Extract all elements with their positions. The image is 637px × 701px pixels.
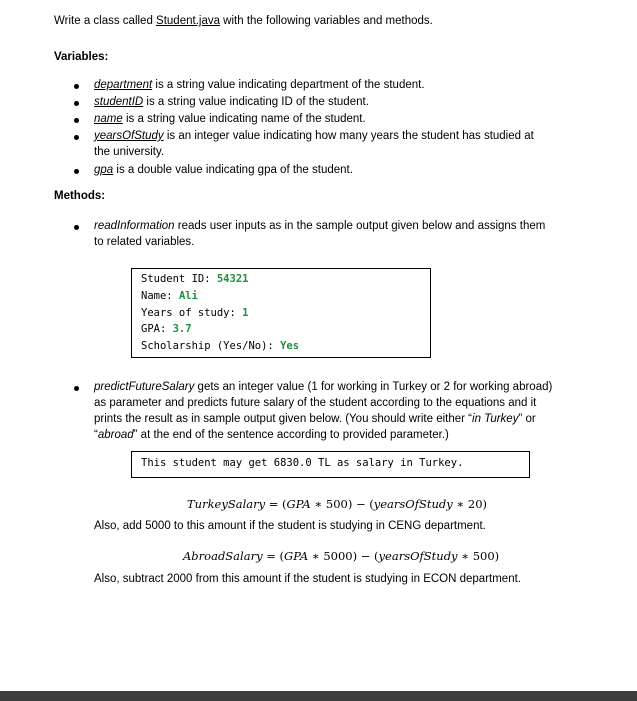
- sample-value: 3.7: [172, 323, 192, 335]
- methods-heading: Methods:: [54, 190, 106, 202]
- variables-heading: Variables:: [54, 51, 109, 63]
- ceng-note: Also, add 5000 to this amount if the student is studying in CENG department.: [94, 520, 486, 532]
- eq-op: ): [494, 549, 500, 563]
- sample-line: [141, 323, 192, 335]
- method-text: reads user inputs as in the sample output given below and assigns them: [174, 220, 546, 232]
- sample-output-box: [131, 451, 530, 478]
- eq-op: = (: [265, 497, 287, 511]
- abroad-salary-equation: [183, 549, 499, 563]
- bullet-icon: [74, 101, 79, 106]
- bullet-icon: [74, 135, 79, 140]
- eq-term: AbroadSalary: [183, 549, 263, 563]
- variable-term: department: [94, 79, 153, 91]
- method-text: ” or: [518, 413, 536, 425]
- intro-text-end: with the following variables and methods.: [219, 15, 433, 27]
- variable-desc: is a string value indicating name of the student.: [122, 113, 366, 125]
- sample-value: 1: [242, 307, 249, 319]
- eq-term: TurkeySalary: [187, 497, 266, 511]
- eq-term: yearsOfStudy: [373, 497, 453, 511]
- method-description-continued: as parameter and predicts future salary of the student according to the equations and it: [94, 397, 537, 409]
- eq-number: 500: [472, 549, 495, 563]
- sample-label: Name:: [141, 290, 179, 302]
- variable-item: [94, 78, 425, 93]
- method-keyword: in Turkey: [472, 413, 519, 425]
- sample-line: [141, 307, 248, 319]
- eq-op: ∗: [452, 497, 468, 511]
- method-text: gets an integer value (1 for working in Turkey or 2 for working abroad): [194, 381, 553, 393]
- variable-term: gpa: [94, 164, 114, 176]
- sample-input-box: [131, 268, 431, 358]
- method-text: prints the result as in sample output given below. (You should write either “: [94, 413, 473, 425]
- method-keyword: abroad: [97, 429, 134, 441]
- sample-line: [141, 273, 248, 285]
- method-term: predictFutureSalary: [94, 381, 195, 393]
- eq-op: ): [482, 497, 488, 511]
- bullet-icon: [74, 118, 79, 123]
- method-description-continued: [94, 428, 449, 443]
- eq-term: GPA: [286, 497, 311, 511]
- method-description: [94, 219, 545, 234]
- eq-op: ∗: [310, 497, 326, 511]
- turkey-salary-equation: [187, 497, 487, 511]
- method-text: “: [94, 429, 98, 441]
- bullet-icon: [74, 386, 79, 391]
- eq-op: ) − (: [352, 549, 379, 563]
- variable-term: name: [94, 113, 123, 125]
- eq-op: ∗: [308, 549, 324, 563]
- variable-item: [94, 163, 353, 178]
- variable-item: [94, 95, 369, 110]
- variable-item: [94, 129, 534, 144]
- variable-desc-continued: the university.: [94, 146, 165, 158]
- eq-number: 500: [325, 497, 348, 511]
- variable-desc: is an integer value indicating how many years the student has studied at: [163, 130, 534, 142]
- sample-value: 54321: [216, 273, 249, 285]
- sample-line: [141, 340, 299, 352]
- intro-text: Write a class called: [54, 15, 157, 27]
- sample-label: Scholarship (Yes/No):: [141, 340, 281, 352]
- sample-label: Student ID:: [141, 273, 217, 285]
- variable-desc: is a string value indicating department of the student.: [152, 79, 425, 91]
- eq-term: yearsOfStudy: [378, 549, 458, 563]
- method-description-continued: to related variables.: [94, 236, 195, 248]
- sample-label: Years of study:: [141, 307, 243, 319]
- variable-desc: is a string value indicating ID of the student.: [143, 96, 369, 108]
- bullet-icon: [74, 84, 79, 89]
- sample-value: Ali: [178, 290, 198, 302]
- intro-line: [54, 14, 433, 29]
- variable-item: [94, 112, 366, 127]
- sample-value: Yes: [280, 340, 300, 352]
- eq-op: ∗: [457, 549, 473, 563]
- variable-term: yearsOfStudy: [94, 130, 164, 142]
- eq-op: = (: [262, 549, 285, 563]
- method-term: readInformation: [94, 220, 175, 232]
- method-description-continued: [94, 412, 536, 427]
- bullet-icon: [74, 225, 79, 230]
- bottom-bar: [0, 691, 637, 701]
- sample-output-text: This student may get 6830.0 TL as salary in Turkey.: [141, 457, 464, 469]
- class-name-link: Student.java: [156, 15, 220, 27]
- econ-note: Also, subtract 2000 from this amount if the student is studying in ECON department.: [94, 573, 521, 585]
- variable-desc: is a double value indicating gpa of the student.: [113, 164, 353, 176]
- method-text: ” at the end of the sentence according to provided parameter.): [133, 429, 449, 441]
- eq-term: GPA: [284, 549, 309, 563]
- variable-term: studentID: [94, 96, 144, 108]
- eq-number: 20: [467, 497, 483, 511]
- bullet-icon: [74, 169, 79, 174]
- eq-op: ) − (: [347, 497, 374, 511]
- sample-label: GPA:: [141, 323, 173, 335]
- method-description: [94, 380, 552, 395]
- eq-number: 5000: [323, 549, 353, 563]
- sample-line: [141, 290, 198, 302]
